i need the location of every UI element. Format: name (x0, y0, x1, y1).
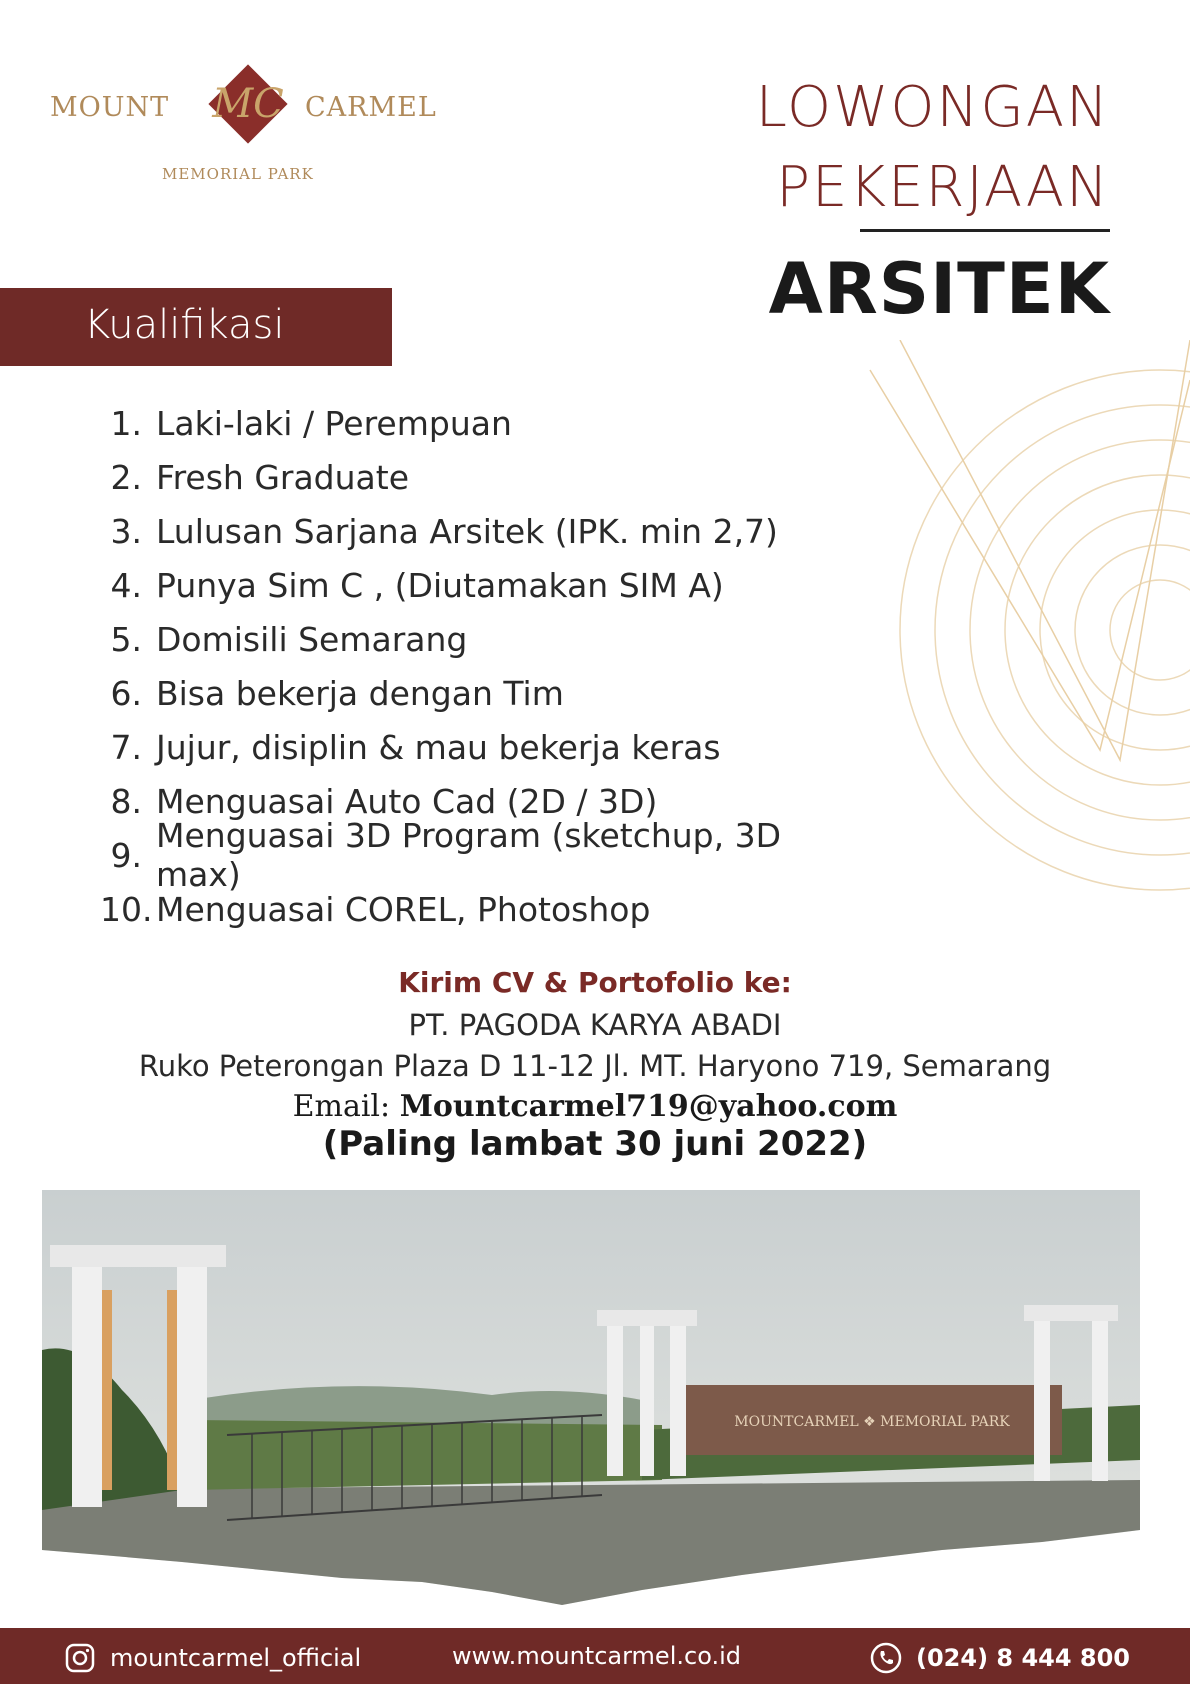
job-title: ARSITEK (768, 248, 1110, 330)
qualifications-header (0, 288, 392, 366)
title-line-1: LOWONGAN (755, 75, 1110, 140)
list-item: 4. Punya Sim C , (Diutamakan SIM A) (110, 565, 724, 605)
qualifications-label: Kualifikasi (84, 302, 285, 348)
website-url: www.mountcarmel.co.id (452, 1642, 741, 1670)
qualifications-list (100, 396, 860, 936)
footer-bar (0, 1628, 1190, 1684)
svg-text:MC: MC (212, 81, 284, 127)
page-title (756, 68, 1110, 228)
instagram-handle: mountcarmel_official (110, 1644, 362, 1672)
list-item: 8. Menguasai Auto Cad (2D / 3D) (110, 781, 658, 821)
contact-heading: Kirim CV & Portofolio ke: (398, 966, 792, 999)
company-logo (40, 55, 440, 195)
email-label: Email: (292, 1089, 391, 1124)
deadline-text: (Paling lambat 30 juni 2022) (322, 1124, 868, 1164)
logo-text-carmel: CARMEL (305, 92, 437, 123)
phone-icon (870, 1642, 902, 1674)
logo-text-mount: MOUNT (50, 92, 170, 123)
title-line-2: PEKERJAAN (776, 155, 1110, 220)
title-divider (860, 229, 1110, 232)
phone-number: (024) 8 444 800 (916, 1644, 1130, 1672)
email-address[interactable]: Mountcarmel719@yahoo.com (399, 1089, 898, 1124)
list-item: 5. Domisili Semarang (110, 619, 468, 659)
company-address: Ruko Peterongan Plaza D 11-12 Jl. MT. Haryono 719, Semarang (138, 1049, 1052, 1083)
list-item: 3. Lulusan Sarjana Arsitek (IPK. min 2,7) (110, 511, 778, 551)
list-item: 9. Menguasai 3D Program (sketchup, 3D max) (110, 816, 782, 894)
footer-instagram[interactable] (64, 1642, 361, 1674)
company-name: PT. PAGODA KARYA ABADI (408, 1008, 782, 1042)
footer-website[interactable] (452, 1642, 741, 1670)
list-item: 6. Bisa bekerja dengan Tim (110, 673, 564, 713)
logo-subtitle: MEMORIAL PARK (162, 165, 314, 183)
entrance-photo (42, 1190, 1140, 1610)
monogram-diamond-icon (190, 61, 300, 161)
contact-email (0, 1089, 1190, 1124)
footer-phone[interactable] (870, 1642, 1130, 1674)
instagram-icon (64, 1642, 96, 1674)
list-item: 2. Fresh Graduate (110, 457, 410, 497)
list-item: 7. Jujur, disiplin & mau bekerja keras (110, 727, 721, 767)
photo-sign-text: MOUNTCARMEL ❖ MEMORIAL PARK (734, 1414, 1010, 1430)
list-item: 1. Laki-laki / Perempuan (110, 403, 512, 443)
list-item: 10. Menguasai COREL, Photoshop (100, 889, 651, 929)
